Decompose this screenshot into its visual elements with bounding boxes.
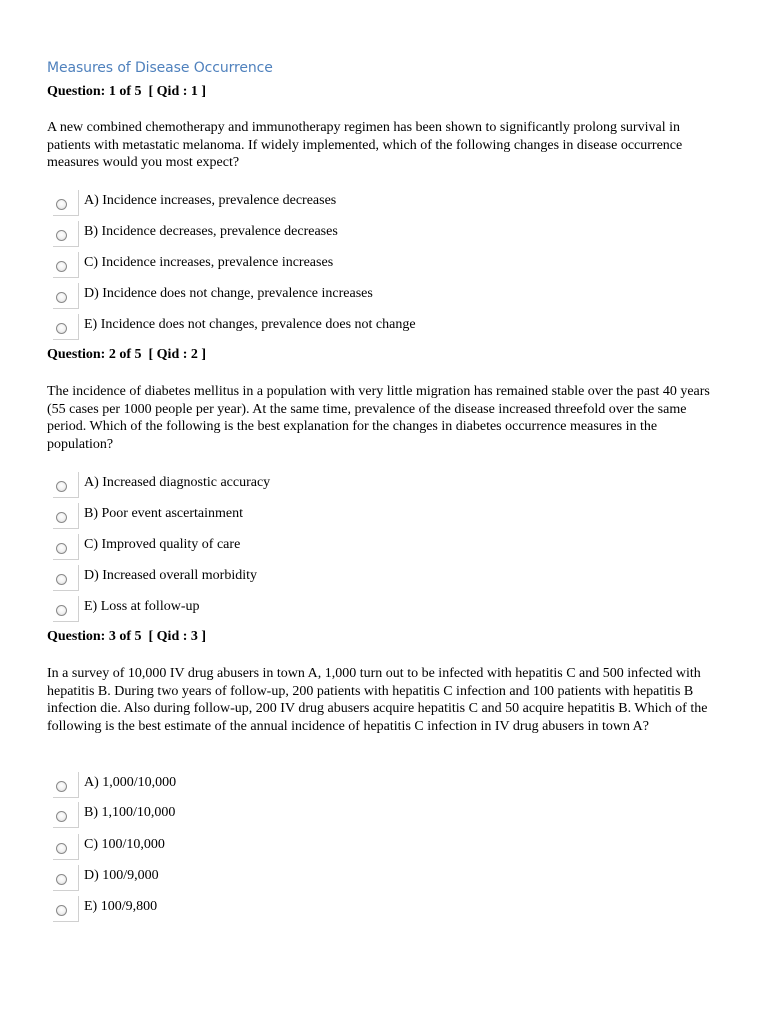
question-2-option-d[interactable] (53, 565, 613, 591)
question-3-option-c[interactable] (53, 834, 613, 860)
radio-button[interactable] (56, 905, 67, 916)
question-2-option-e[interactable] (53, 596, 613, 622)
radio-button[interactable] (56, 874, 67, 885)
option-label: A) 1,000/10,000 (84, 775, 177, 790)
option-label: B) Incidence decreases, prevalence decreases (84, 224, 338, 239)
option-label: B) Poor event ascertainment (84, 506, 244, 521)
question-1-option-d[interactable] (53, 283, 613, 309)
option-label: A) Increased diagnostic accuracy (84, 475, 271, 490)
question-3-option-b[interactable] (53, 802, 613, 828)
radio-button[interactable] (56, 323, 67, 334)
option-label: A) Incidence increases, prevalence decreases (84, 193, 337, 208)
question-2-option-a[interactable] (53, 472, 613, 498)
page-title: Measures of Disease Occurrence (47, 60, 273, 76)
radio-button[interactable] (56, 574, 67, 585)
radio-button[interactable] (56, 261, 67, 272)
option-label: C) Incidence increases, prevalence increases (84, 255, 334, 270)
option-label: D) Increased overall morbidity (84, 568, 257, 583)
option-label: C) 100/10,000 (84, 837, 165, 852)
radio-button[interactable] (56, 512, 67, 523)
radio-button[interactable] (56, 605, 67, 616)
question-3-option-a[interactable] (53, 772, 613, 798)
option-label: E) 100/9,800 (84, 899, 158, 914)
question-1-option-e[interactable] (53, 314, 613, 340)
radio-button[interactable] (56, 199, 67, 210)
option-label: E) Loss at follow-up (84, 599, 200, 614)
radio-button[interactable] (56, 230, 67, 241)
question-3-option-e[interactable] (53, 896, 613, 922)
radio-button[interactable] (56, 481, 67, 492)
radio-button[interactable] (56, 843, 67, 854)
question-2-option-b[interactable] (53, 503, 613, 529)
option-label: D) 100/9,000 (84, 868, 159, 883)
question-1-option-b[interactable] (53, 221, 613, 247)
question-1-header: Question: 1 of 5 [ Qid : 1 ] (47, 84, 207, 99)
question-3-option-d[interactable] (53, 865, 613, 891)
question-2-option-c[interactable] (53, 534, 613, 560)
question-3-text: In a survey of 10,000 IV drug abusers in town A, 1,000 turn out to be infected with hepatitis C and 500 infected with hepatitis B. During two years of follow-up, 200 patients with hepatitis C infection and 100 patients with hepatitis B infection die. Also during follow-up, 200 IV drug abusers acquire hepatitis C and 50 acquire hepatitis B. Which of the following is the best estimate of the annual incidence of hepatitis C infection in IV drug abusers in town A? (47, 666, 708, 735)
question-2-text: The incidence of diabetes mellitus in a population with very little migration has remained stable over the past 40 years (55 cases per 1000 people per year). At the same time, prevalence of the disease increased threefold over the same period. Which of the following is the best explanation for the changes in diabetes occurrence measures in the population? (47, 384, 710, 453)
radio-button[interactable] (56, 811, 67, 822)
option-label: D) Incidence does not change, prevalence increases (84, 286, 373, 301)
question-3-header: Question: 3 of 5 [ Qid : 3 ] (47, 629, 207, 644)
radio-button[interactable] (56, 781, 67, 792)
option-label: B) 1,100/10,000 (84, 805, 176, 820)
question-2-header: Question: 2 of 5 [ Qid : 2 ] (47, 347, 207, 362)
option-label: E) Incidence does not changes, prevalence does not change (84, 317, 416, 332)
option-label: C) Improved quality of care (84, 537, 241, 552)
radio-button[interactable] (56, 543, 67, 554)
question-1-option-c[interactable] (53, 252, 613, 278)
question-1-text: A new combined chemotherapy and immunotherapy regimen has been shown to significantly prolong survival in patients with metastatic melanoma. If widely implemented, which of the following changes in disease occurrence measures would you most expect? (47, 120, 683, 171)
radio-button[interactable] (56, 292, 67, 303)
question-1-option-a[interactable] (53, 190, 613, 216)
